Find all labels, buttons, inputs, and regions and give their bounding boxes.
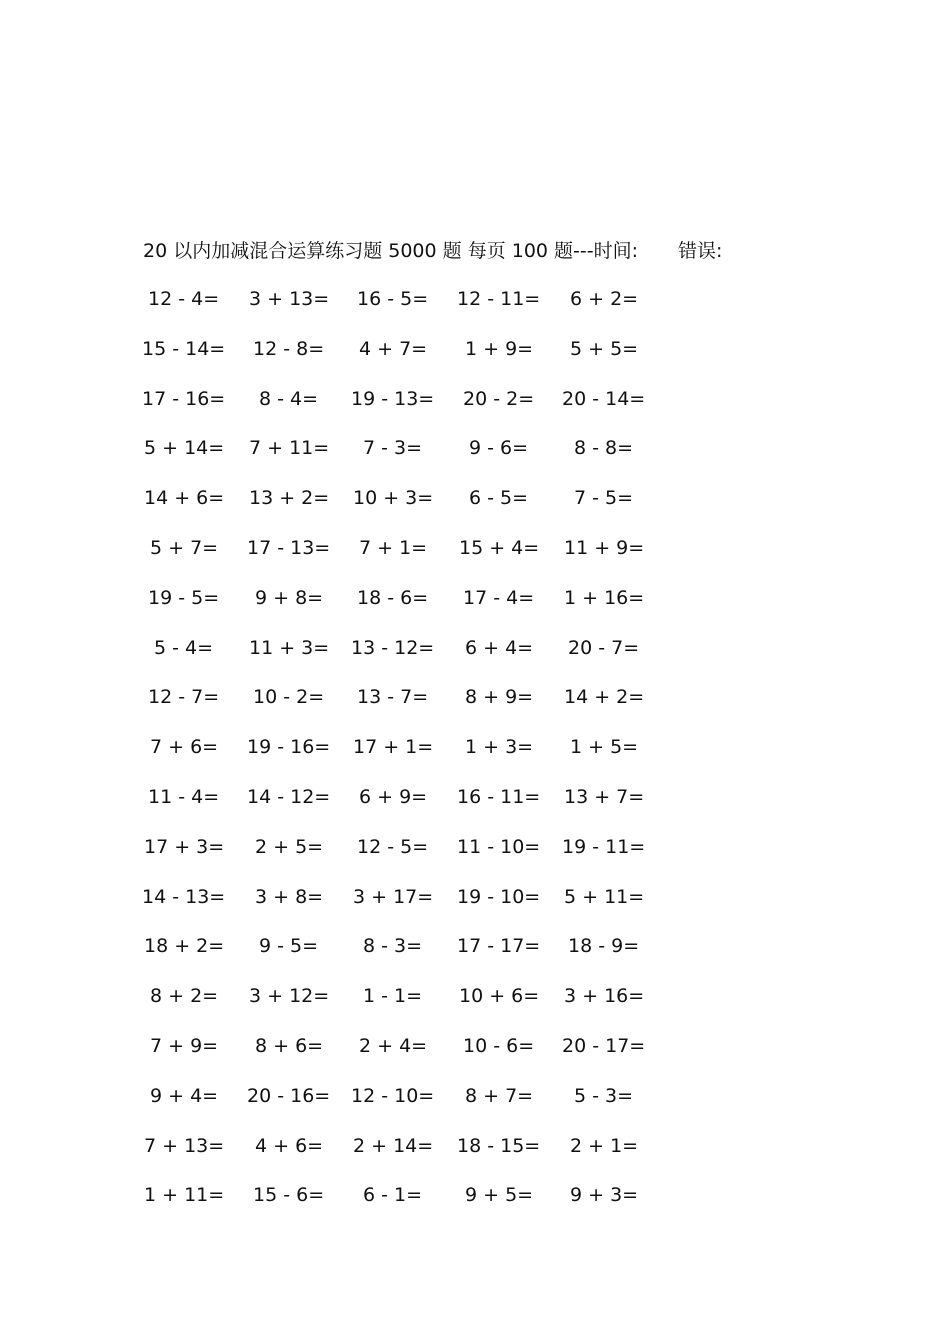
problem-cell: 17 - 16= [142, 387, 226, 410]
problem-cell: 7 + 13= [144, 1134, 225, 1157]
problem-cell: 17 + 1= [353, 736, 434, 759]
problem-cell: 17 - 13= [247, 537, 331, 559]
problem-cell: 7 - 5= [574, 487, 634, 510]
problem-cell: 18 + 2= [144, 935, 225, 958]
problem-cell: 1 + 3= [465, 736, 534, 759]
problem-cell: 3 + 13= [249, 288, 330, 310]
problem-cell: 14 + 6= [144, 487, 225, 510]
problem-cell: 6 + 4= [465, 636, 534, 659]
problem-cell: 7 + 11= [249, 437, 330, 460]
problem-cell: 15 - 14= [142, 337, 226, 360]
problem-cell: 5 - 4= [154, 636, 214, 659]
problem-cell: 20 - 7= [568, 636, 640, 659]
problem-cell: 11 - 10= [457, 835, 541, 858]
problem-cell: 16 - 11= [457, 786, 541, 808]
problem-cell: 14 - 13= [142, 885, 226, 908]
problem-cell: 17 + 3= [144, 835, 225, 858]
problem-cell: 12 - 10= [351, 1084, 435, 1107]
problem-cell: 17 - 17= [457, 935, 541, 958]
problem-cell: 10 + 3= [353, 487, 434, 510]
problem-cell: 6 + 9= [359, 786, 428, 808]
problem-cell: 20 - 16= [247, 1084, 331, 1107]
problem-cell: 19 - 10= [457, 885, 541, 908]
problem-cell: 12 - 8= [253, 337, 325, 360]
problem-cell: 5 + 14= [144, 437, 225, 460]
problem-cell: 1 + 5= [570, 736, 639, 759]
problem-cell: 1 - 1= [363, 985, 423, 1008]
problem-cell: 1 + 16= [564, 586, 645, 609]
problem-cell: 18 - 6= [357, 586, 429, 609]
worksheet-title: 20 以内加减混合运算练习题 5000 题 每页 100 题---时间: [143, 240, 639, 262]
errors-label: 错误: [678, 240, 723, 262]
problem-cell: 19 - 5= [148, 586, 220, 609]
problem-cell: 7 + 6= [150, 736, 219, 759]
problem-cell: 13 + 7= [564, 786, 645, 808]
problem-cell: 3 + 16= [564, 985, 645, 1008]
problem-cell: 16 - 5= [357, 288, 429, 310]
problem-cell: 13 - 7= [357, 686, 429, 709]
problem-cell: 19 - 11= [562, 835, 646, 858]
problem-cell: 1 + 9= [465, 337, 534, 360]
problem-cell: 17 - 4= [463, 586, 535, 609]
problem-cell: 1 + 11= [144, 1184, 225, 1207]
problem-cell: 3 + 17= [353, 885, 434, 908]
problem-cell: 14 - 12= [247, 786, 331, 808]
problem-cell: 9 - 6= [469, 437, 529, 460]
problem-cell: 12 - 4= [148, 288, 220, 310]
problem-cell: 9 + 3= [570, 1184, 639, 1207]
problem-cell: 5 + 11= [564, 885, 645, 908]
problem-cell: 8 + 6= [255, 1035, 324, 1057]
problem-cell: 18 - 9= [568, 935, 640, 958]
problem-cell: 20 - 2= [463, 387, 535, 410]
problem-cell: 7 - 3= [363, 437, 423, 460]
problem-cell: 14 + 2= [564, 686, 645, 709]
worksheet-header [143, 237, 803, 265]
problem-cell: 7 + 1= [359, 537, 428, 559]
problem-cell: 12 - 11= [457, 288, 541, 310]
problem-cell: 19 - 16= [247, 736, 331, 759]
problem-cell: 7 + 9= [150, 1035, 219, 1057]
problem-cell: 9 + 5= [465, 1184, 534, 1207]
problem-cell: 11 - 4= [148, 786, 220, 808]
problem-cell: 18 - 15= [457, 1134, 541, 1157]
problem-cell: 6 - 5= [469, 487, 529, 510]
problem-cell: 4 + 6= [255, 1134, 324, 1157]
problem-cell: 20 - 17= [562, 1035, 646, 1057]
problem-cell: 19 - 13= [351, 387, 435, 410]
problem-cell: 12 - 7= [148, 686, 220, 709]
problem-cell: 5 + 7= [150, 537, 219, 559]
problem-cell: 6 + 2= [570, 288, 639, 310]
problem-cell: 15 - 6= [253, 1184, 325, 1207]
problem-cell: 5 - 3= [574, 1084, 634, 1107]
problem-cell: 8 - 4= [259, 387, 319, 410]
problem-cell: 20 - 14= [562, 387, 646, 410]
problem-cell: 8 + 7= [465, 1084, 534, 1107]
problem-cell: 8 - 3= [363, 935, 423, 958]
problem-cell: 4 + 7= [359, 337, 428, 360]
problem-cell: 5 + 5= [570, 337, 639, 360]
problem-cell: 3 + 8= [255, 885, 324, 908]
problem-cell: 2 + 1= [570, 1134, 639, 1157]
problem-cell: 8 + 9= [465, 686, 534, 709]
problem-cell: 13 + 2= [249, 487, 330, 510]
problem-cell: 15 + 4= [459, 537, 540, 559]
problem-cell: 10 - 6= [463, 1035, 535, 1057]
problem-cell: 9 - 5= [259, 935, 319, 958]
problem-cell: 12 - 5= [357, 835, 429, 858]
problem-cell: 2 + 5= [255, 835, 324, 858]
problem-cell: 2 + 14= [353, 1134, 434, 1157]
problem-cell: 9 + 4= [150, 1084, 219, 1107]
problem-cell: 10 - 2= [253, 686, 325, 709]
problem-cell: 11 + 9= [564, 537, 645, 559]
problem-cell: 6 - 1= [363, 1184, 423, 1207]
problem-cell: 9 + 8= [255, 586, 324, 609]
problem-cell: 2 + 4= [359, 1035, 428, 1057]
problem-cell: 8 + 2= [150, 985, 219, 1008]
problem-cell: 11 + 3= [249, 636, 330, 659]
problem-cell: 8 - 8= [574, 437, 634, 460]
problem-cell: 3 + 12= [249, 985, 330, 1008]
problem-cell: 10 + 6= [459, 985, 540, 1008]
problem-cell: 13 - 12= [351, 636, 435, 659]
